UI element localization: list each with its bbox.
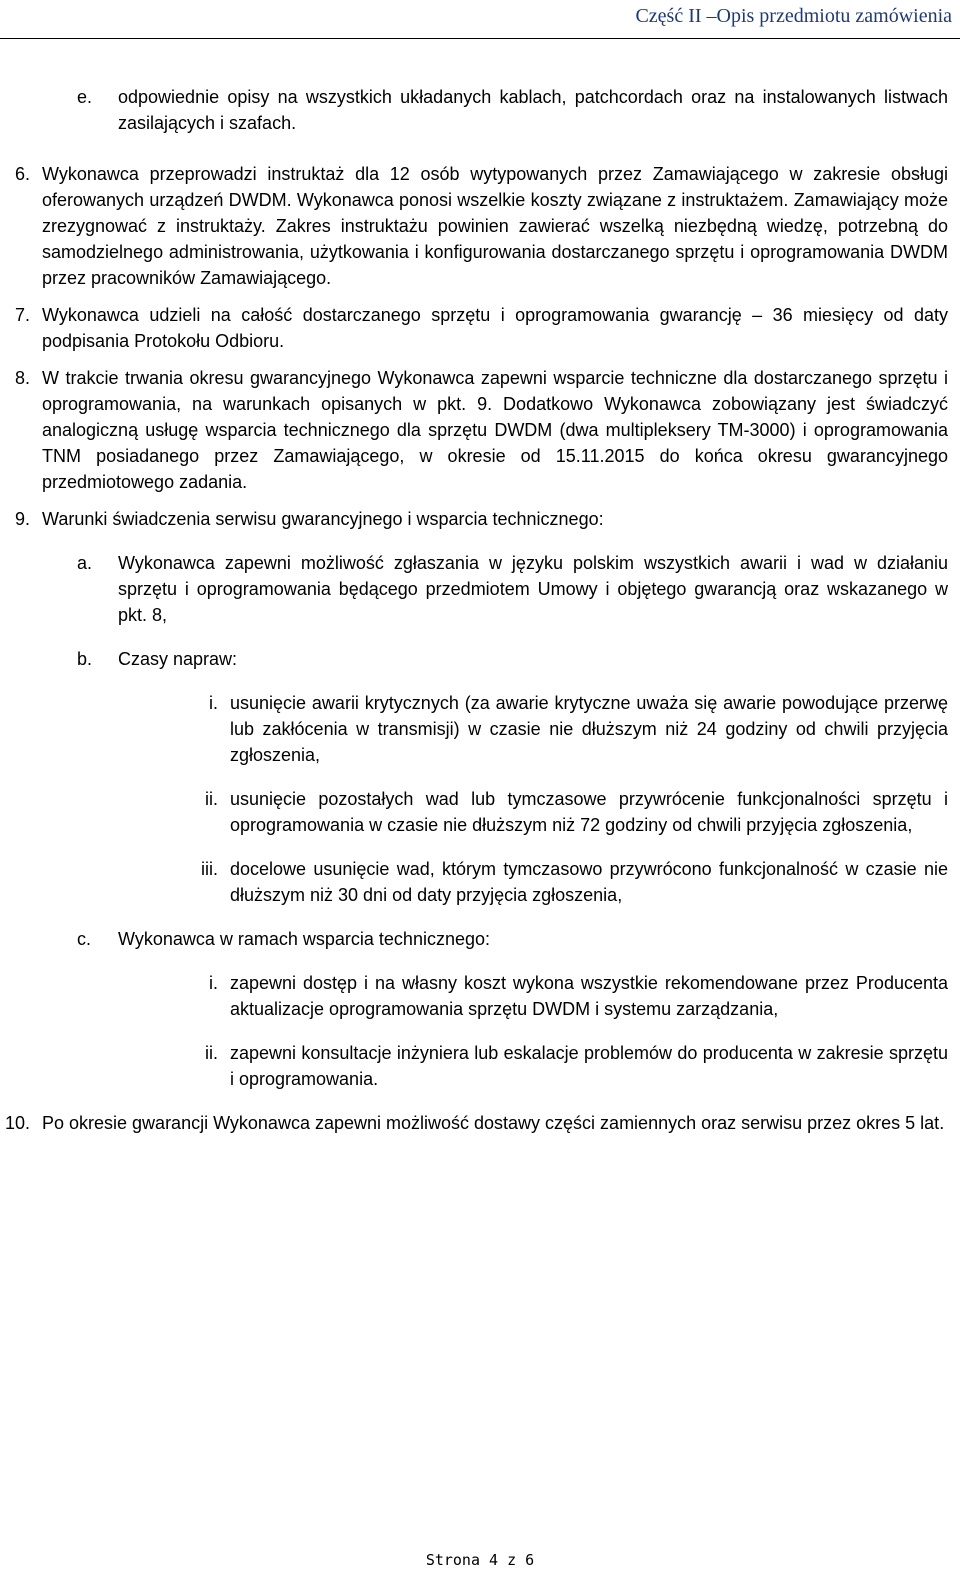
list-label: ii. (205, 1043, 218, 1063)
list-item-c-ii (205, 1040, 948, 1092)
list-item-b (77, 646, 948, 672)
list-item-text: Czasy napraw: (118, 649, 238, 669)
list-item-8 (14, 365, 948, 495)
list-item-b-i (209, 690, 948, 768)
list-item-text: Wykonawca zapewni możliwość zgłaszania w języku polskim wszystkich awarii i wad w działaniu sprzętu i oprogramowania będącego przedmiotem Umowy i objętego gwarancją oraz wskazanego w pkt. 8, (118, 553, 948, 625)
list-item-text: usunięcie awarii krytycznych (za awarie krytyczne uważa się awarie powodujące przerwę lub zakłócenia w transmisji) w czasie nie dłuższym niż 24 godziny od chwili przyjęcia zgłoszenia, (230, 693, 948, 765)
list-item-text: odpowiednie opisy na wszystkich układanych kablach, patchcordach oraz na instalowanych listwach zasilających i szafach. (118, 87, 948, 133)
list-item-text: W trakcie trwania okresu gwarancyjnego Wykonawca zapewni wsparcie techniczne dla dostarczanego sprzętu i oprogramowania, na warunkach opisanych w pkt. 9. Dodatkowo Wykonawca zobowiązany jest świadczyć analogiczną usługę wsparcia technicznego dla sprzętu DWDM (dwa multipleksery TM-3000) i oprogramowania TNM posiadanego przez Zamawiającego, w okresie od 15.11.2015 do końca okresu gwarancyjnego przedmiotowego zadania. (42, 368, 948, 492)
list-item-text: docelowe usunięcie wad, którym tymczasowo przywrócono funkcjonalność w czasie nie dłuższym niż 30 dni od daty przyjęcia zgłoszenia, (230, 859, 948, 905)
list-item-b-iii (201, 856, 948, 908)
document-body (0, 84, 960, 1136)
header-title: Część II –Opis przedmiotu zamówienia (635, 5, 952, 27)
list-label: 6. (14, 164, 30, 184)
list-label: a. (77, 553, 93, 573)
list-item-text: Wykonawca udzieli na całość dostarczanego sprzętu i oprogramowania gwarancję – 36 miesięcy od daty podpisania Protokołu Odbioru. (42, 305, 948, 351)
list-label: iii. (201, 859, 218, 879)
list-item-7 (14, 302, 948, 354)
list-label: i. (209, 973, 218, 993)
list-item-text: Wykonawca przeprowadzi instruktaż dla 12 osób wytypowanych przez Zamawiającego w zakresie obsługi oferowanych urządzeń DWDM. Wykonawca ponosi wszelkie koszty związane z instruktażem. Zamawiający może zrezygnować z instruktaży. Zakres instruktażu powinien zawierać wszelką niezbędną wiedzę, potrzebną do samodzielnego administrowania, użytkowania i konfigurowania dostarczanego sprzętu i oprogramowania DWDM przez pracowników Zamawiającego. (42, 164, 948, 288)
list-label: 9. (14, 509, 30, 529)
list-item-b-ii (205, 786, 948, 838)
list-item-c (77, 926, 948, 952)
list-item-text: Wykonawca w ramach wsparcia technicznego: (118, 929, 490, 949)
list-label: ii. (205, 789, 218, 809)
list-item-text: usunięcie pozostałych wad lub tymczasowe przywrócenie funkcjonalności sprzętu i oprogramowania w czasie nie dłuższym niż 72 godziny od chwili przyjęcia zgłoszenia, (230, 789, 948, 835)
list-label: c. (77, 929, 92, 949)
list-item-10 (4, 1110, 948, 1136)
list-item-a (77, 550, 948, 628)
list-item-c-i (209, 970, 948, 1022)
list-item-6 (14, 161, 948, 291)
list-item-text: Warunki świadczenia serwisu gwarancyjnego i wsparcia technicznego: (42, 509, 604, 529)
list-label: 7. (14, 305, 30, 325)
list-item-text: zapewni dostęp i na własny koszt wykona wszystkie rekomendowane przez Producenta aktualizacje oprogramowania sprzętu DWDM i systemu zarządzania, (230, 973, 948, 1019)
list-item-9 (14, 506, 948, 532)
list-label: 8. (14, 368, 30, 388)
list-label: 10. (4, 1113, 30, 1133)
list-item-text: Po okresie gwarancji Wykonawca zapewni możliwość dostawy części zamiennych oraz serwisu przez okres 5 lat. (42, 1113, 945, 1133)
list-label: e. (77, 87, 93, 107)
page-number: Strona 4 z 6 (425, 1551, 535, 1569)
list-label: i. (209, 693, 218, 713)
page-header (0, 0, 960, 39)
list-label: b. (77, 649, 93, 669)
list-item-e (77, 84, 948, 136)
list-item-text: zapewni konsultacje inżyniera lub eskalacje problemów do producenta w zakresie sprzętu i oprogramowania. (230, 1043, 948, 1089)
